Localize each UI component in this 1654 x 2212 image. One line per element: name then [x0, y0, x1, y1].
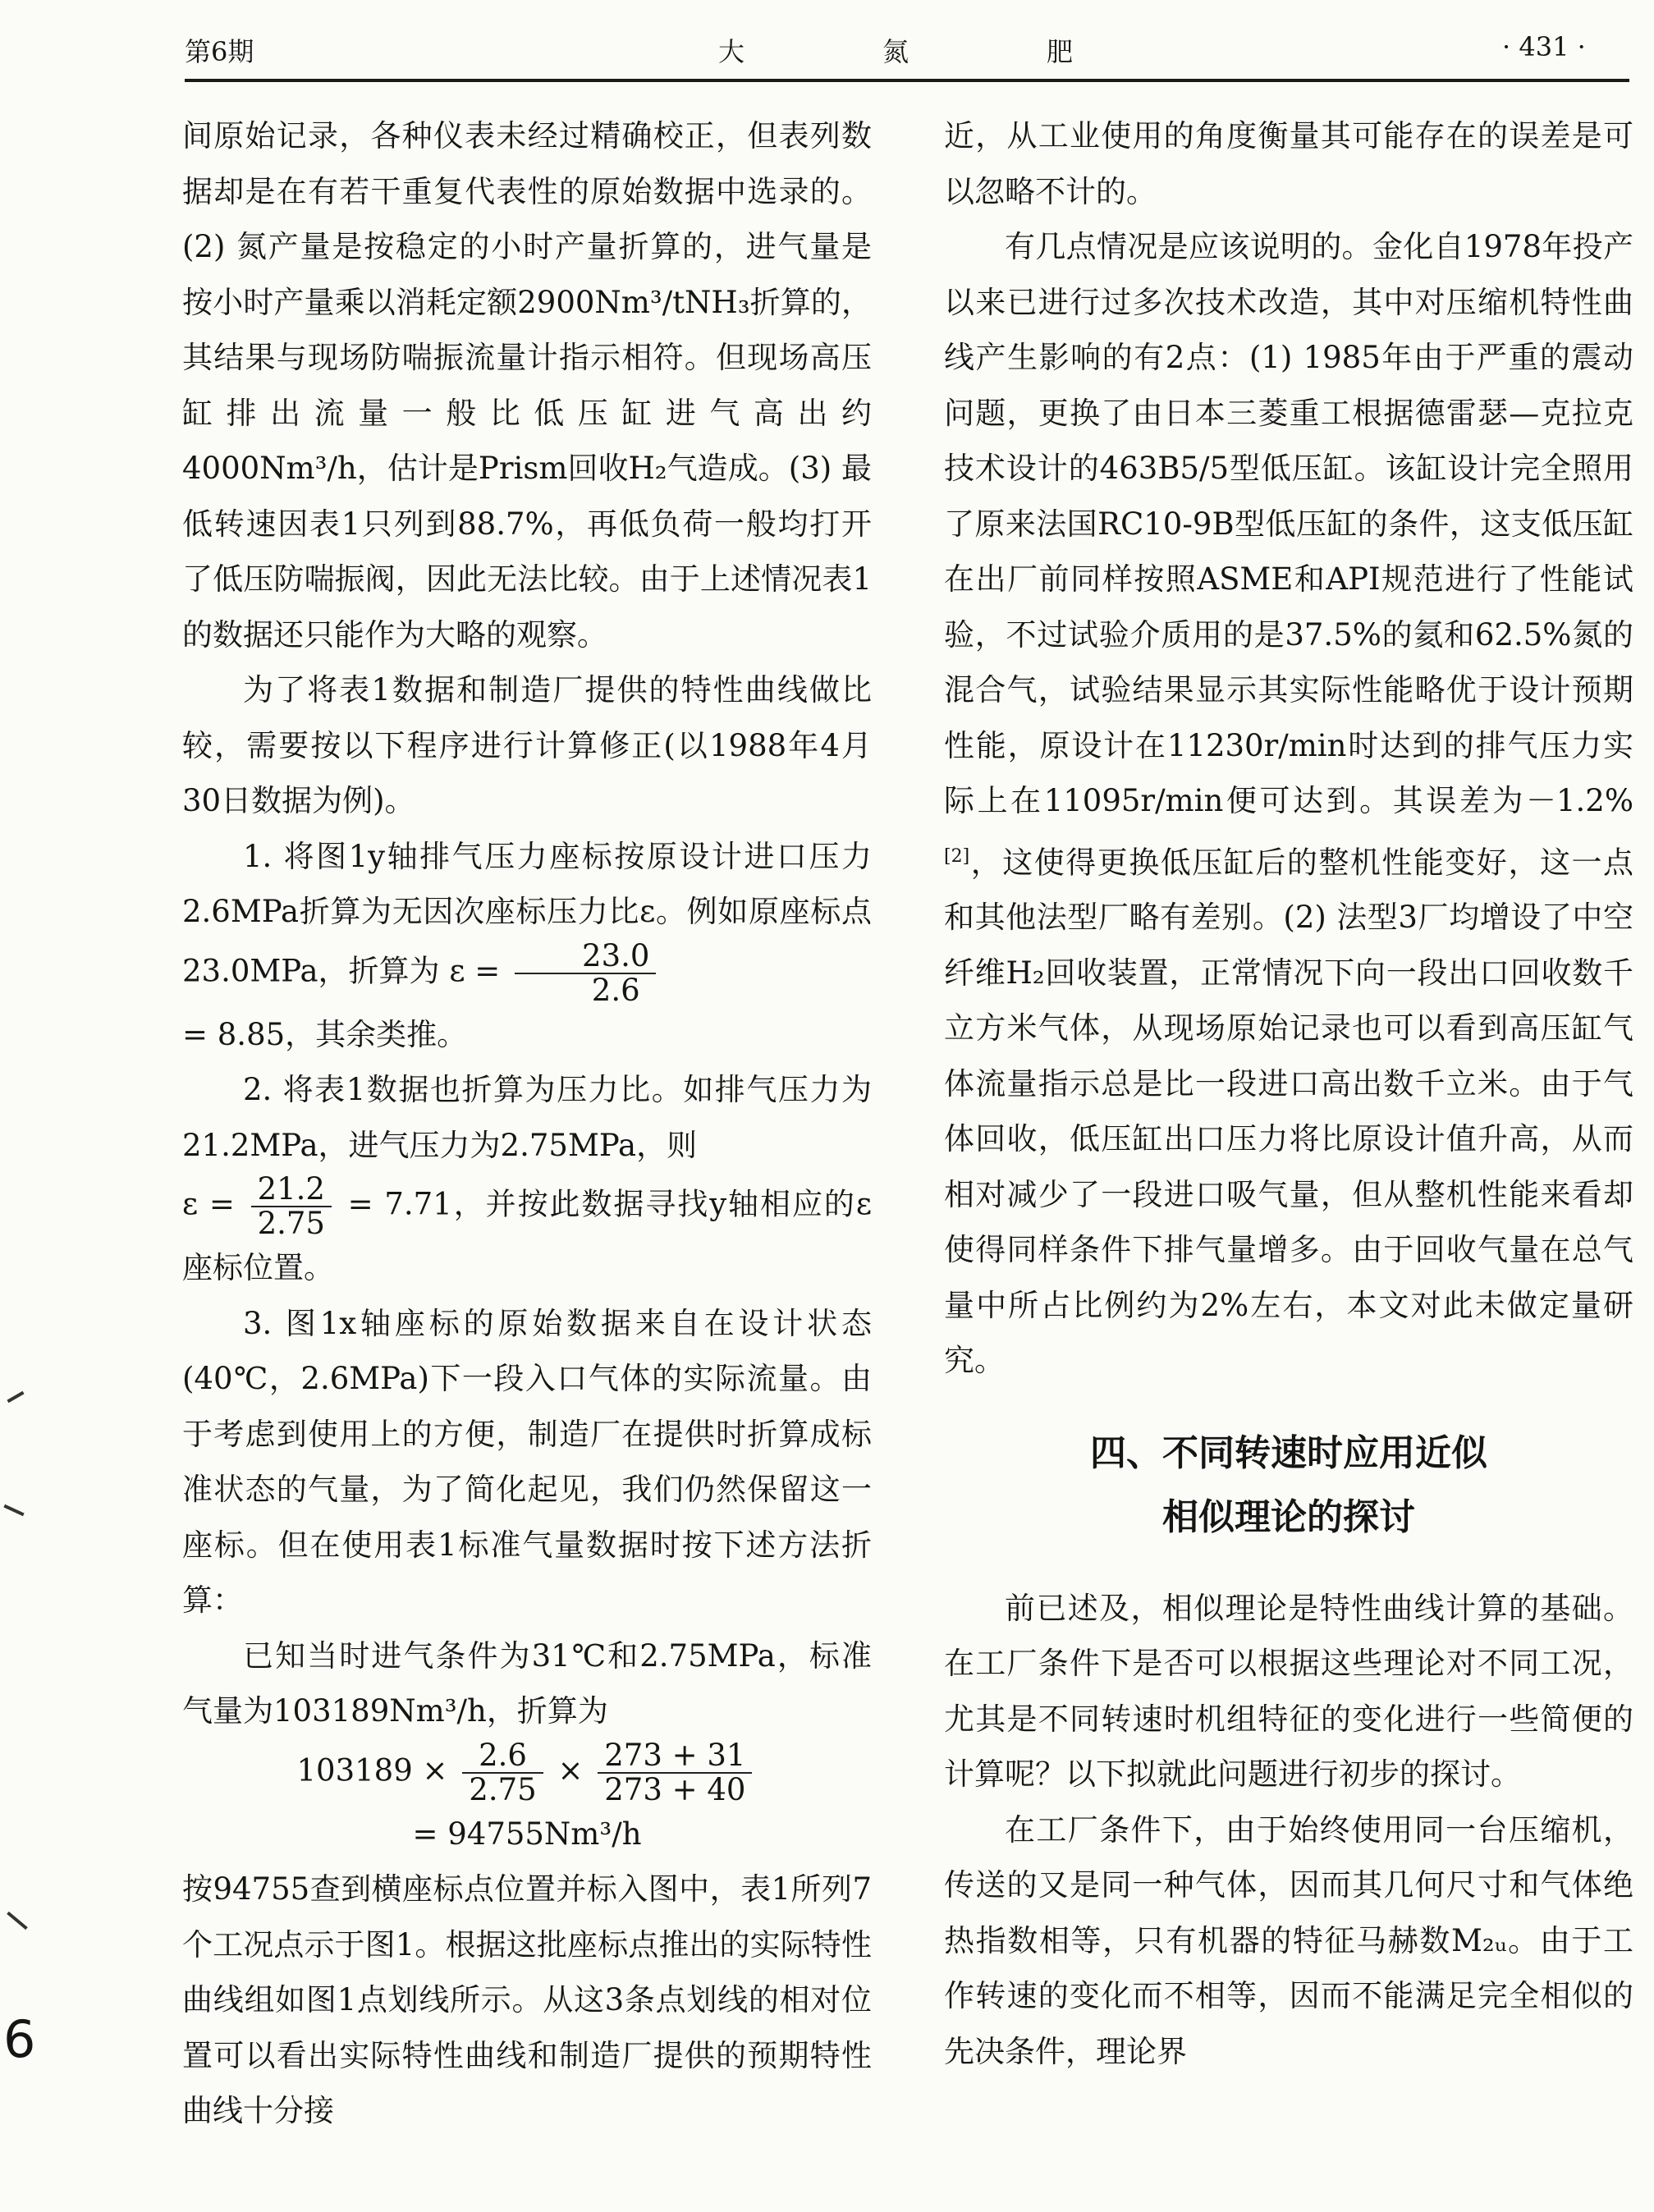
fraction-denominator: 2.75: [469, 1771, 537, 1807]
fraction: [251, 1173, 332, 1240]
paragraph: [182, 1173, 872, 1296]
fraction-denominator: 2.75: [257, 1206, 325, 1241]
equation-lead: ε =: [182, 1186, 235, 1222]
paragraph: 近，从工业使用的角度衡量其可能存在的误差是可以忽略不计的。: [944, 118, 1633, 209]
paragraph-text: 1. 将图1y轴排气压力座标按原设计进口压力2.6MPa折算为无因次座标压力比ε。例如原座标点23.0MPa，折算为 ε =: [182, 838, 872, 988]
margin-page-fragment: 6: [3, 2009, 36, 2069]
fraction-denominator: 2.6: [591, 972, 640, 1008]
citation: [2]: [944, 845, 970, 867]
paragraph-text: 有几点情况是应该说明的。金化自1978年投产以来已进行过多次技术改造，其中对压缩机特性曲线产生影响的有2点：(1) 1985年由于严重的震动问题，更换了由日本三菱重工根据德雷瑟—克拉克技术设计的463B5/5型低压缸。该缸设计完全照用了原来法国RC10-9B型低压缸的条件，这支低压缸在出厂前同样按照ASME和API规范进行了性能试验，不过试验介质用的是37.5%的氦和62.5%氮的混合气，试验结果显示其实际性能略优于设计预期性能，原设计在11230r/min时达到的排气压力实际上在11095r/min便可达到。其误差为－1.2%: [944, 229, 1633, 818]
journal-title-char-1: 大: [718, 36, 745, 67]
left-column: [182, 108, 872, 2139]
equation-operator: ×: [557, 1752, 584, 1788]
paragraph: 2. 将表1数据也折算为压力比。如排气压力为21.2MPa，进气压力为2.75MPa，则: [182, 1072, 872, 1163]
journal-title-char-3: 肥: [1047, 36, 1074, 67]
section-heading: [944, 1422, 1633, 1550]
page-number: · 431 ·: [1502, 31, 1586, 62]
paragraph: 前已述及，相似理论是特性曲线计算的基础。在工厂条件下是否可以根据这些理论对不同工况，尤其是不同转速时机组特征的变化进行一些简便的计算呢？以下拟就此问题进行初步的探讨。: [944, 1590, 1633, 1793]
paragraph: 间原始记录，各种仪表未经过精确校正，但表列数据却是在有若干重复代表性的原始数据中选录的。(2) 氮产量是按稳定的小时产量折算的，进气量是按小时产量乘以消耗定额2900Nm³/tNH₃折算的，其结果与现场防喘振流量计指示相符。但现场高压缸排出流量一般比低压缸进气高出约4000Nm³/h，估计是Prism回收H₂气造成。(3) 最低转速因表1只列到88.7%，再低负荷一般均打开了低压防喘振阀，因此无法比较。由于上述情况表1的数据还只能作为大略的观察。: [182, 118, 872, 653]
margin-mark: [7, 1391, 24, 1403]
paragraph: 在工厂条件下，由于始终使用同一台压缩机，传送的又是同一种气体，因而其几何尺寸和气体绝热指数相等，只有机器的特征马赫数M₂ᵤ。由于工作转速的变化而不相等，因而不能满足完全相似的先决条件，理论界: [944, 1811, 1633, 2069]
section-heading-line-1: 四、不同转速时应用近似: [1090, 1431, 1487, 1474]
margin-mark: [7, 1912, 28, 1930]
equation-result: = 94755Nm³/h: [412, 1816, 642, 1852]
fraction-numerator: 273 + 31: [598, 1739, 752, 1774]
fraction-denominator: 273 + 40: [604, 1771, 746, 1807]
issue-number: 第6期: [185, 36, 254, 67]
fraction: [462, 1739, 543, 1807]
fraction-numerator: 2.6: [462, 1739, 543, 1774]
paragraph: 3. 图1x轴座标的原始数据来自在设计状态(40℃，2.6MPa)下一段入口气体的实际流量。由于考虑到使用上的方便，制造厂在提供时折算成标准状态的气量，为了简化起见，我们仍然保留这一座标。但在使用表1标准气量数据时按下述方法折算：: [182, 1305, 872, 1618]
section-heading-line-2: 相似理论的探讨: [1162, 1495, 1415, 1538]
right-column: [944, 108, 1633, 2079]
paragraph-text: = 7.71，并按此数据寻找y轴相应的ε座标位置。: [182, 1186, 872, 1285]
fraction-numerator: 23.0: [515, 940, 656, 974]
paragraph: 为了将表1数据和制造厂提供的特性曲线做比较，需要按以下程序进行计算修正(以1988年4月30日数据为例)。: [182, 672, 872, 818]
header-rule: [185, 79, 1629, 82]
paragraph: 按94755查到横座标点位置并标入图中，表1所列7个工况点示于图1。根据这批座标点推出的实际特性曲线组如图1点划线所示。从这3条点划线的相对位置可以看出实际特性曲线和制造厂提供的预期特性曲线十分接: [182, 1871, 872, 2128]
fraction: [598, 1739, 752, 1807]
fraction-numerator: 21.2: [251, 1173, 332, 1207]
journal-title-char-2: 氮: [882, 36, 909, 67]
paragraph-text: ，这使得更换低压缸后的整机性能变好，这一点和其他法型厂略有差别。(2) 法型3厂均增设了中空纤维H₂回收装置，正常情况下向一段出口回收数千立方米气体，从现场原始记录也可以看到高压缸气体流量指示总是比一段进口高出数千立米。由于气体回收，低压缸出口压力将比原设计值升高，从而相对减少了一段进口吸气量，但从整机性能来看却使得同样条件下排气量增多。由于回收气量在总气量中所占比例约为2%左右，本文对此未做定量研究。: [944, 844, 1633, 1379]
equation: [182, 1739, 872, 1807]
paragraph: [182, 829, 872, 1007]
paragraph: [944, 219, 1633, 1389]
paragraph: = 8.85，其余类推。: [182, 1016, 468, 1052]
equation-lead: 103189 ×: [296, 1752, 448, 1788]
fraction: [515, 937, 656, 1008]
paragraph: 已知当时进气条件为31℃和2.75MPa，标准气量为103189Nm³/h，折算为: [182, 1637, 872, 1729]
margin-mark: [3, 1504, 24, 1517]
running-header: [185, 31, 1646, 74]
